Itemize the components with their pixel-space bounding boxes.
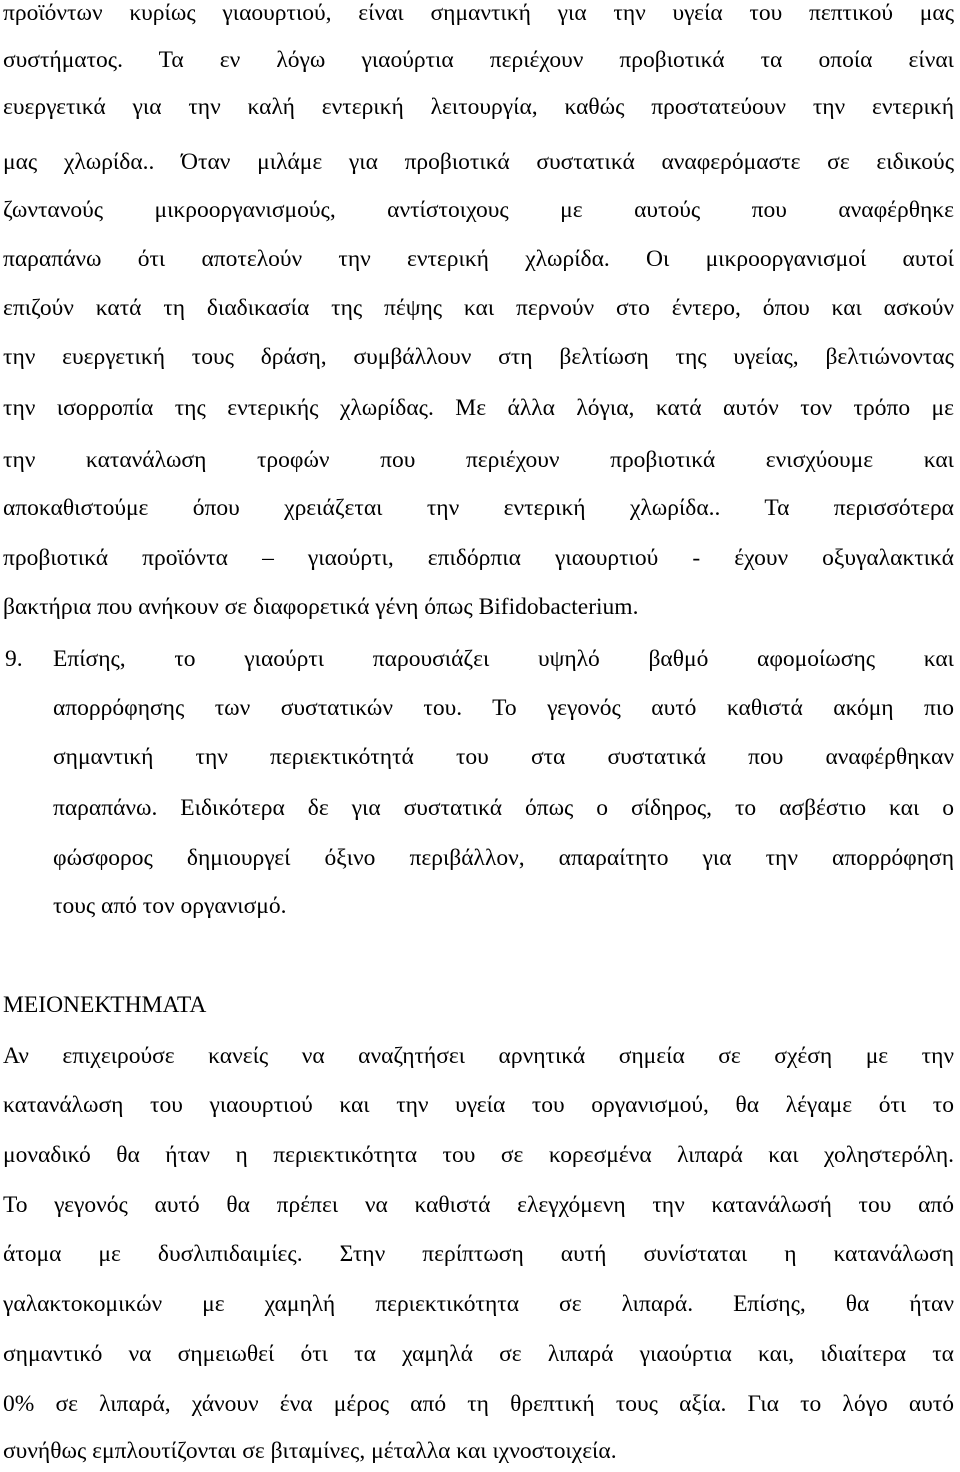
text-line: 0% σε λιπαρά, χάνουν ένα μέρος από τη θρεπτική τους αξία. Για το λόγο αυτό	[3, 1391, 954, 1417]
text-line: σημαντικό να σημειωθεί ότι τα χαμηλά σε λιπαρά γιαούρτια και, ιδιαίτερα τα	[3, 1341, 954, 1367]
text-line: Το γεγονός αυτό θα πρέπει να καθιστά ελεγχόμενη την κατανάλωσή του από	[3, 1192, 954, 1218]
text-line: βακτήρια που ανήκουν σε διαφορετικά γένη όπως Bifidobacterium.	[3, 594, 639, 620]
text-line: ζωντανούς μικροοργανισμούς, αντίστοιχους με αυτούς που αναφέρθηκε	[3, 197, 954, 223]
text-line: κατανάλωση του γιαουρτιού και την υγεία του οργανισμού, θα λέγαμε ότι το	[3, 1092, 954, 1118]
text-line: συνήθως εμπλουτίζονται σε βιταμίνες, μέταλλα και ιχνοστοιχεία.	[3, 1438, 617, 1464]
text-line: ευεργετικά για την καλή εντερική λειτουργία, καθώς προστατεύουν την εντερική	[3, 94, 954, 120]
text-line: αποκαθιστούμε όπου χρειάζεται την εντερική χλωρίδα.. Τα περισσότερα	[3, 495, 954, 521]
text-line: προϊόντων κυρίως γιαουρτιού, είναι σημαντική για την υγεία του πεπτικού μας	[3, 0, 954, 26]
text-line: επιζούν κατά τη διαδικασία της πέψης και περνούν στο έντερο, όπου και ασκούν	[3, 295, 954, 321]
text-line: την ισορροπία της εντερικής χλωρίδας. Με άλλα λόγια, κατά αυτόν τον τρόπο με	[3, 395, 954, 421]
text-line: άτομα με δυσλιπιδαιμίες. Στην περίπτωση αυτή συνίσταται η κατανάλωση	[3, 1241, 954, 1267]
text-line: Επίσης, το γιαούρτι παρουσιάζει υψηλό βαθμό αφομοίωσης και	[53, 646, 954, 672]
text-line: παραπάνω. Ειδικότερα δε για συστατικά όπως ο σίδηρος, το ασβέστιο και ο	[53, 795, 954, 821]
section-heading: ΜΕΙΟΝΕΚΤΗΜΑΤΑ	[3, 992, 207, 1018]
text-line: προβιοτικά προϊόντα – γιαούρτι, επιδόρπια γιαουρτιού - έχουν οξυγαλακτικά	[3, 545, 954, 571]
text-line: την ευεργετική τους δράση, συμβάλλουν στη βελτίωση της υγείας, βελτιώνοντας	[3, 344, 954, 370]
text-line: παραπάνω ότι αποτελούν την εντερική χλωρίδα. Οι μικροοργανισμοί αυτοί	[3, 246, 954, 272]
text-line: μοναδικό θα ήταν η περιεκτικότητα του σε κορεσμένα λιπαρά και χοληστερόλη.	[3, 1142, 954, 1168]
text-line: φώσφορος δημιουργεί όξινο περιβάλλον, απαραίτητο για την απορρόφηση	[53, 845, 954, 871]
text-line: σημαντική την περιεκτικότητά του στα συστατικά που αναφέρθηκαν	[53, 744, 954, 770]
text-line: απορρόφησης των συστατικών του. Το γεγονός αυτό καθιστά ακόμη πιο	[53, 695, 954, 721]
text-line: Αν επιχειρούσε κανείς να αναζητήσει αρνητικά σημεία σε σχέση με την	[3, 1043, 954, 1069]
text-line: την κατανάλωση τροφών που περιέχουν προβιοτικά ενισχύουμε και	[3, 447, 954, 473]
text-line: τους από τον οργανισμό.	[53, 893, 287, 919]
text-line: μας χλωρίδα.. Όταν μιλάμε για προβιοτικά συστατικά αναφερόμαστε σε ειδικούς	[3, 149, 954, 175]
list-number: 9.	[5, 646, 23, 672]
text-line: γαλακτοκομικών με χαμηλή περιεκτικότητα σε λιπαρά. Επίσης, θα ήταν	[3, 1291, 954, 1317]
text-line: συστήματος. Τα εν λόγω γιαούρτια περιέχουν προβιοτικά τα οποία είναι	[3, 47, 954, 73]
